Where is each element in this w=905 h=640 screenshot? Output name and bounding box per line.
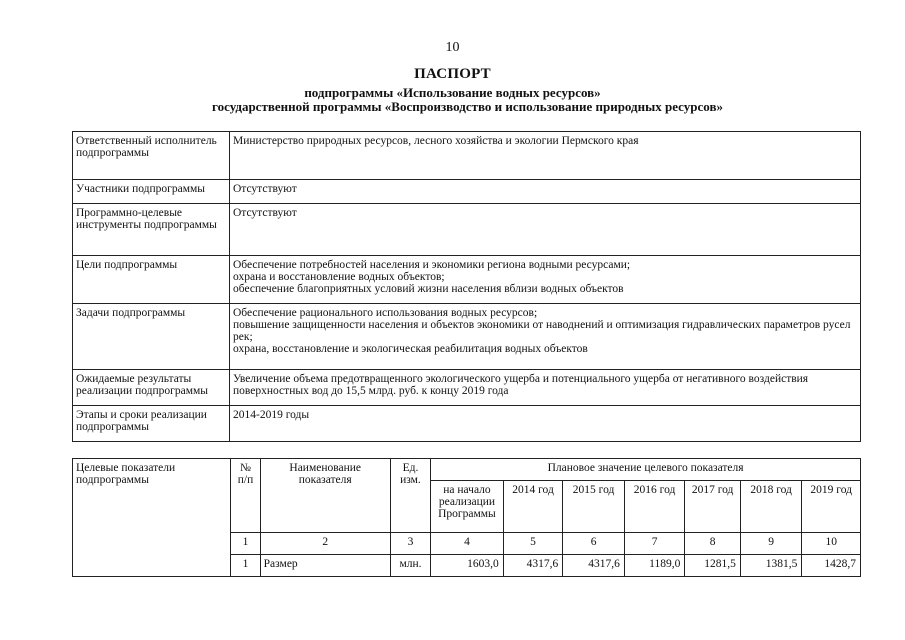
index-cell: 8 <box>685 533 740 555</box>
document-subtitle-line2: государственной программы «Воспроизводство и использование природных ресурсов» <box>212 99 723 114</box>
col-header-plan-period: 2019 год <box>802 481 861 533</box>
passport-row <box>73 256 861 304</box>
col-header-plan-period: 2017 год <box>685 481 740 533</box>
passport-value-line: обеспечение благоприятных условий жизни населения вблизи водных объектов <box>233 283 624 295</box>
passport-table <box>72 131 861 442</box>
index-cell: 6 <box>563 533 625 555</box>
row-value: 1189,0 <box>624 555 685 577</box>
passport-label: Ответственный исполнитель подпрограммы <box>73 132 230 180</box>
passport-value: Увеличение объема предотвращенного экологического ущерба и потенциального ущерба от негативного воздействия поверхностных вод до 15,5 млрд. руб. к концу 2019 года <box>230 370 861 406</box>
col-header-name: Наименование показателя <box>260 459 390 533</box>
row-value: 4317,6 <box>503 555 563 577</box>
passport-row <box>73 132 861 180</box>
col-header-plan-period: на начало реализации Программы <box>431 481 504 533</box>
passport-value: Министерство природных ресурсов, лесного хозяйства и экологии Пермского края <box>230 132 861 180</box>
passport-label: Программно-целевые инструменты подпрограммы <box>73 204 230 256</box>
index-cell: 10 <box>802 533 861 555</box>
passport-row <box>73 180 861 204</box>
passport-label: Этапы и сроки реализации подпрограммы <box>73 406 230 442</box>
passport-row <box>73 370 861 406</box>
index-cell: 3 <box>390 533 430 555</box>
row-number: 1 <box>231 555 260 577</box>
index-cell: 2 <box>260 533 390 555</box>
passport-value-line: охрана и восстановление водных объектов; <box>233 271 445 283</box>
target-indicators-table <box>72 458 861 577</box>
index-cell: 5 <box>503 533 563 555</box>
row-value: 1381,5 <box>740 555 802 577</box>
index-cell: 7 <box>624 533 685 555</box>
index-cell: 1 <box>231 533 260 555</box>
col-header-unit: Ед. изм. <box>390 459 430 533</box>
document-title: ПАСПОРТ <box>414 66 491 82</box>
col-header-number: № п/п <box>231 459 260 533</box>
row-value: 1603,0 <box>431 555 504 577</box>
index-cell: 4 <box>431 533 504 555</box>
col-header-plan-period: 2018 год <box>740 481 802 533</box>
passport-row <box>73 204 861 256</box>
col-header-plan-period: 2014 год <box>503 481 563 533</box>
passport-label: Ожидаемые результаты реализации подпрограммы <box>73 370 230 406</box>
passport-value-line: Обеспечение потребностей населения и экономики региона водными ресурсами; <box>233 259 631 271</box>
row-indicator-name: Размер <box>260 555 390 577</box>
row-value: 1281,5 <box>685 555 740 577</box>
targets-section-label: Целевые показатели подпрограммы <box>73 459 231 577</box>
row-unit: млн. <box>390 555 430 577</box>
passport-label: Задачи подпрограммы <box>73 304 230 370</box>
document-subtitle-line1: подпрограммы «Использование водных ресурсов» <box>304 85 601 100</box>
passport-value <box>230 256 861 304</box>
page-number: 10 <box>445 40 460 55</box>
passport-value: 2014-2019 годы <box>230 406 861 442</box>
passport-value: Отсутствуют <box>230 180 861 204</box>
col-header-plan-period: 2016 год <box>624 481 685 533</box>
row-value: 1428,7 <box>802 555 861 577</box>
passport-value: Отсутствуют <box>230 204 861 256</box>
passport-row <box>73 304 861 370</box>
col-header-plan-period: 2015 год <box>563 481 625 533</box>
header-row <box>73 459 861 481</box>
col-header-plan: Плановое значение целевого показателя <box>431 459 861 481</box>
passport-value-line: Обеспечение рационального использования водных ресурсов; <box>233 307 538 319</box>
row-value: 4317,6 <box>563 555 625 577</box>
passport-value-line: повышение защищенности населения и объектов экономики от наводнений и оптимизация гидравлических параметров русел рек; <box>233 319 851 343</box>
passport-value <box>230 304 861 370</box>
passport-row <box>73 406 861 442</box>
passport-label: Участники подпрограммы <box>73 180 230 204</box>
passport-value-line: охрана, восстановление и экологическая реабилитация водных объектов <box>233 343 588 355</box>
index-cell: 9 <box>740 533 802 555</box>
passport-label: Цели подпрограммы <box>73 256 230 304</box>
